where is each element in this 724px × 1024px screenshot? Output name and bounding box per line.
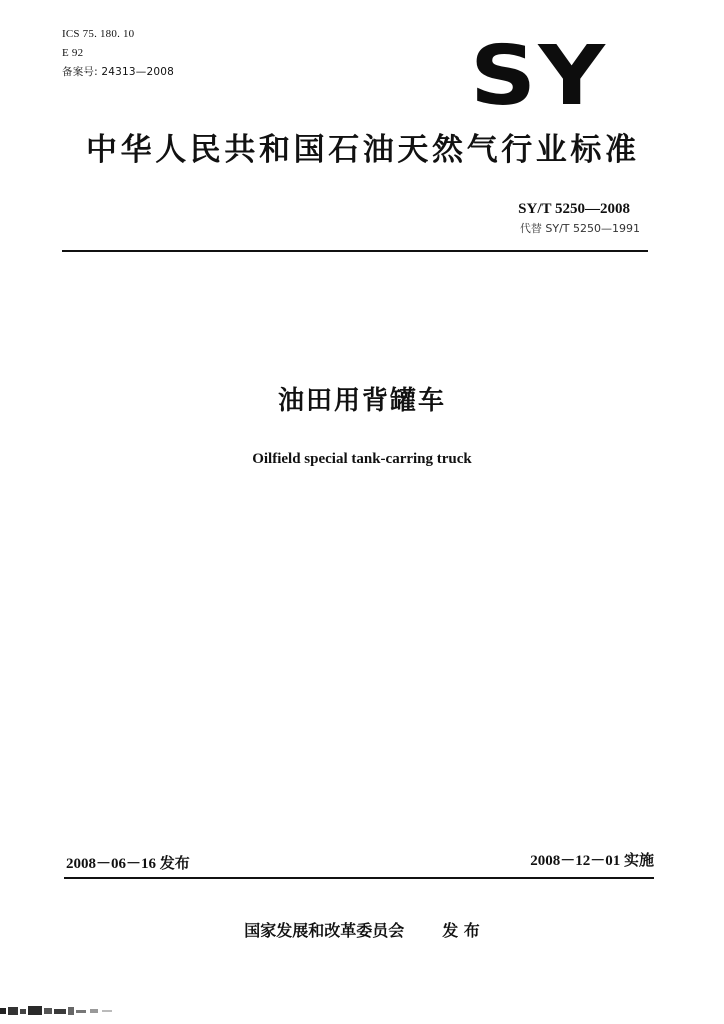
publisher-line [0, 921, 724, 941]
implementation-date: 2008－12－01 实施 [530, 853, 654, 869]
document-title-en: Oilfield special tank-carring truck [252, 451, 472, 467]
top-divider [62, 250, 648, 252]
publisher-action: 发 布 [442, 921, 480, 940]
ics-code: ICS 75. 180. 10 [62, 28, 135, 40]
ccs-code: E 92 [62, 47, 84, 59]
publisher-name: 国家发展和改革委员会 [244, 921, 405, 940]
issue-date: 2008－06－16 发布 [66, 856, 190, 872]
document-number: SY/T 5250—2008 [518, 201, 630, 217]
bottom-divider [64, 877, 654, 879]
sy-logo: SY [470, 29, 608, 124]
document-title-cn: 油田用背罐车 [277, 386, 446, 416]
replaces-standard: 代替 SY/T 5250—1991 [519, 222, 640, 235]
scan-artifact-mark [0, 1004, 130, 1018]
record-number: 备案号: 24313—2008 [62, 66, 174, 78]
standard-category-title: 中华人民共和国石油天然气行业标准 [86, 132, 640, 168]
